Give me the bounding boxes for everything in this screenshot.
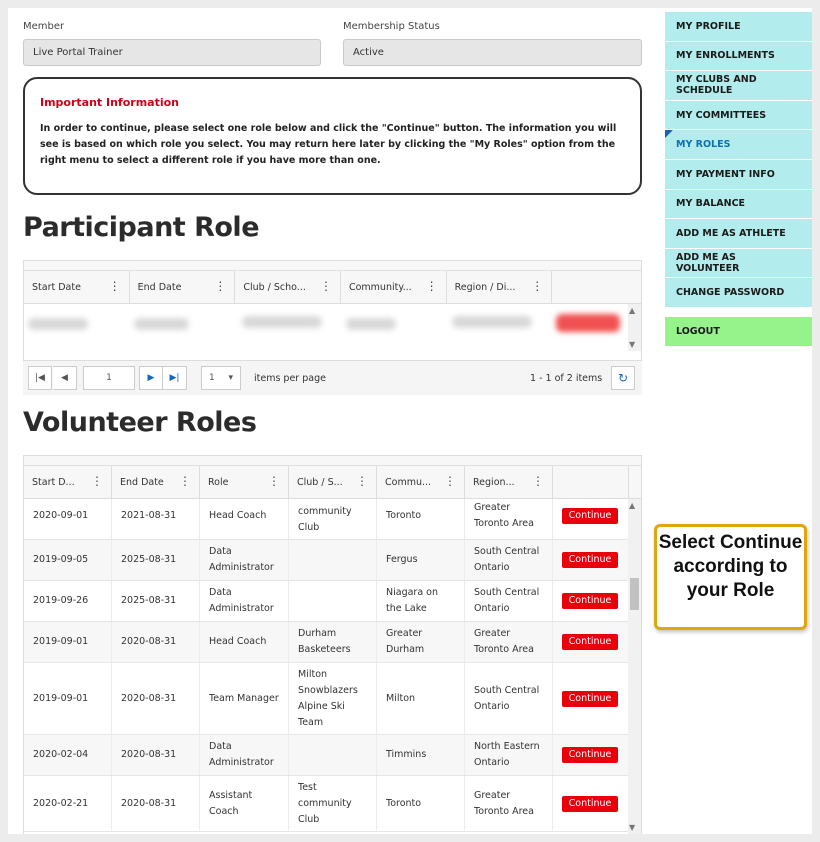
volunteer-grid-header bbox=[24, 466, 641, 499]
column-header[interactable] bbox=[289, 466, 377, 498]
instruction-callout: Select Continue according to your Role bbox=[654, 524, 807, 630]
column-menu-icon[interactable]: ⋮ bbox=[214, 279, 227, 293]
continue-button[interactable]: Continue bbox=[562, 634, 618, 650]
column-menu-icon[interactable]: ⋮ bbox=[319, 279, 332, 293]
volunteer-grid bbox=[23, 455, 642, 834]
action-cell bbox=[553, 540, 628, 580]
pager-summary: 1 - 1 of 2 items bbox=[530, 373, 603, 384]
column-header[interactable] bbox=[341, 271, 447, 303]
participant-role-heading: Participant Role bbox=[23, 212, 260, 243]
table-row bbox=[24, 540, 628, 581]
participant-grid-body bbox=[24, 304, 641, 351]
chevron-down-icon: ▾ bbox=[228, 373, 233, 383]
column-header[interactable] bbox=[112, 466, 200, 498]
column-menu-icon[interactable]: ⋮ bbox=[108, 279, 121, 293]
community-cell: Timmins bbox=[377, 735, 465, 775]
first-page-button[interactable]: |◀ bbox=[28, 366, 52, 390]
column-title: Start Date bbox=[32, 282, 81, 293]
column-header[interactable] bbox=[200, 466, 289, 498]
last-page-button[interactable]: ▶| bbox=[163, 366, 187, 390]
menu-item-add-me-as-volunteer[interactable]: ADD ME AS VOLUNTEER bbox=[665, 249, 812, 279]
volunteer-grid-body bbox=[24, 499, 641, 834]
prev-page-button[interactable]: ◀ bbox=[53, 366, 77, 390]
column-menu-icon[interactable]: ⋮ bbox=[356, 474, 368, 488]
community-cell: Greater Durham bbox=[377, 622, 465, 662]
column-header[interactable] bbox=[130, 271, 236, 303]
volunteer-rows bbox=[24, 499, 628, 832]
start-date-cell: 2019-09-26 bbox=[24, 581, 112, 621]
club-cell bbox=[289, 581, 377, 621]
end-date-cell: 2025-08-31 bbox=[112, 540, 200, 580]
column-title: Community... bbox=[348, 282, 412, 293]
continue-button[interactable]: Continue bbox=[562, 747, 618, 763]
column-title: Club / Scho... bbox=[243, 282, 306, 293]
start-date-cell: 2019-09-01 bbox=[24, 622, 112, 662]
club-cell: Milton Snowblazers Alpine Ski Team bbox=[289, 663, 377, 734]
column-menu-icon[interactable]: ⋮ bbox=[531, 279, 544, 293]
column-header[interactable] bbox=[24, 271, 130, 303]
table-row bbox=[24, 735, 628, 776]
redacted-continue-button[interactable] bbox=[556, 314, 620, 332]
info-text: In order to continue, please select one role below and click the "Continue" button. The information you will see is based on which role you select. You may return here later by clicking the "My Roles" option from the right menu to select a different role if you have more than one. bbox=[40, 123, 617, 166]
redacted-cell bbox=[242, 316, 322, 328]
next-page-button[interactable]: ▶ bbox=[139, 366, 163, 390]
redacted-cell bbox=[134, 318, 189, 330]
action-cell bbox=[553, 735, 628, 775]
column-menu-icon[interactable]: ⋮ bbox=[91, 474, 103, 488]
column-header bbox=[552, 271, 641, 303]
refresh-icon[interactable]: ↻ bbox=[611, 366, 635, 390]
menu-item-my-clubs-and-schedule[interactable]: MY CLUBS AND SCHEDULE bbox=[665, 71, 812, 101]
region-cell: Greater Toronto Area bbox=[465, 499, 553, 539]
region-cell: North Eastern Ontario bbox=[465, 735, 553, 775]
end-date-cell: 2020-08-31 bbox=[112, 735, 200, 775]
role-cell: Data Administrator bbox=[200, 540, 289, 580]
page-size-select[interactable] bbox=[201, 366, 241, 390]
info-title: Important Information bbox=[40, 96, 180, 109]
continue-button[interactable]: Continue bbox=[562, 691, 618, 707]
action-cell bbox=[553, 663, 628, 734]
column-menu-icon[interactable]: ⋮ bbox=[179, 474, 191, 488]
menu-item-my-balance[interactable]: MY BALANCE bbox=[665, 190, 812, 220]
side-menu bbox=[665, 12, 812, 346]
membership-status-label: Membership Status bbox=[343, 21, 440, 32]
column-menu-icon[interactable]: ⋮ bbox=[532, 474, 544, 488]
region-cell: Greater Toronto Area bbox=[465, 622, 553, 662]
region-cell: South Central Ontario bbox=[465, 540, 553, 580]
scroll-up-icon[interactable]: ▲ bbox=[629, 306, 636, 315]
volunteer-scrollbar[interactable] bbox=[628, 499, 641, 834]
action-cell bbox=[553, 581, 628, 621]
menu-item-my-enrollments[interactable]: MY ENROLLMENTS bbox=[665, 42, 812, 72]
column-header[interactable] bbox=[465, 466, 553, 498]
table-row bbox=[24, 581, 628, 622]
column-title: Role bbox=[208, 477, 229, 488]
role-cell: Head Coach bbox=[200, 622, 289, 662]
column-title: End Date bbox=[137, 282, 182, 293]
column-menu-icon[interactable]: ⋮ bbox=[425, 279, 438, 293]
role-cell: Data Administrator bbox=[200, 735, 289, 775]
member-label: Member bbox=[23, 21, 65, 32]
role-cell: Data Administrator bbox=[200, 581, 289, 621]
membership-status-field: Active bbox=[343, 39, 642, 66]
column-header[interactable] bbox=[235, 271, 341, 303]
column-title: Start D... bbox=[32, 477, 75, 488]
participant-grid-header bbox=[24, 271, 641, 304]
page bbox=[8, 8, 812, 834]
column-title: Commu... bbox=[385, 477, 432, 488]
items-per-page-label: items per page bbox=[254, 373, 326, 384]
community-cell: Fergus bbox=[377, 540, 465, 580]
club-cell: Test community Club bbox=[289, 776, 377, 831]
menu-item-change-password[interactable]: CHANGE PASSWORD bbox=[665, 278, 812, 308]
start-date-cell: 2019-09-05 bbox=[24, 540, 112, 580]
column-menu-icon[interactable]: ⋮ bbox=[444, 474, 456, 488]
region-cell: Greater Toronto Area bbox=[465, 776, 553, 831]
logout-button[interactable]: LOGOUT bbox=[665, 317, 812, 346]
column-header bbox=[553, 466, 629, 498]
action-cell bbox=[553, 622, 628, 662]
club-cell: community Club bbox=[289, 499, 377, 539]
column-header[interactable] bbox=[447, 271, 553, 303]
continue-button[interactable]: Continue bbox=[562, 508, 618, 524]
participant-scrollbar[interactable] bbox=[628, 304, 641, 351]
grid-toolbar bbox=[24, 261, 641, 271]
club-cell bbox=[289, 540, 377, 580]
region-cell: South Central Ontario bbox=[465, 663, 553, 734]
end-date-cell: 2020-08-31 bbox=[112, 776, 200, 831]
continue-button[interactable]: Continue bbox=[562, 593, 618, 609]
redacted-cell bbox=[346, 318, 396, 330]
start-date-cell: 2020-09-01 bbox=[24, 499, 112, 539]
menu-item-my-committees[interactable]: MY COMMITTEES bbox=[665, 101, 812, 131]
scroll-up-icon[interactable]: ▲ bbox=[629, 501, 636, 510]
action-cell bbox=[553, 776, 628, 831]
continue-button[interactable]: Continue bbox=[562, 552, 618, 568]
role-cell: Head Coach bbox=[200, 499, 289, 539]
action-cell bbox=[553, 499, 628, 539]
start-date-cell: 2020-02-21 bbox=[24, 776, 112, 831]
redacted-cell bbox=[452, 316, 532, 328]
volunteer-roles-heading: Volunteer Roles bbox=[23, 407, 257, 438]
table-row bbox=[24, 776, 628, 832]
column-title: Region / Di... bbox=[454, 282, 516, 293]
table-row bbox=[24, 499, 628, 540]
start-date-cell: 2020-02-04 bbox=[24, 735, 112, 775]
start-date-cell: 2019-09-01 bbox=[24, 663, 112, 734]
menu-item-my-roles[interactable]: MY ROLES bbox=[665, 130, 812, 160]
table-row bbox=[24, 663, 628, 735]
page-size-value: 1 bbox=[209, 373, 215, 383]
page-number-input[interactable]: 1 bbox=[83, 366, 135, 390]
important-info-box bbox=[23, 77, 642, 195]
role-cell: Assistant Coach bbox=[200, 776, 289, 831]
end-date-cell: 2020-08-31 bbox=[112, 622, 200, 662]
column-title: Region... bbox=[473, 477, 515, 488]
participant-pager bbox=[23, 360, 642, 395]
role-cell: Team Manager bbox=[200, 663, 289, 734]
end-date-cell: 2021-08-31 bbox=[112, 499, 200, 539]
region-cell: South Central Ontario bbox=[465, 581, 553, 621]
table-row bbox=[24, 622, 628, 663]
menu-item-add-me-as-athlete[interactable]: ADD ME AS ATHLETE bbox=[665, 219, 812, 249]
scroll-down-icon[interactable]: ▼ bbox=[629, 340, 636, 349]
scrollbar-thumb[interactable] bbox=[630, 578, 639, 610]
club-cell: Durham Basketeers bbox=[289, 622, 377, 662]
scroll-down-icon[interactable]: ▼ bbox=[629, 823, 636, 832]
end-date-cell: 2025-08-31 bbox=[112, 581, 200, 621]
community-cell: Milton bbox=[377, 663, 465, 734]
column-title: End Date bbox=[120, 477, 164, 488]
column-header[interactable] bbox=[24, 466, 112, 498]
end-date-cell: 2020-08-31 bbox=[112, 663, 200, 734]
club-cell bbox=[289, 735, 377, 775]
community-cell: Toronto bbox=[377, 776, 465, 831]
menu-item-my-payment-info[interactable]: MY PAYMENT INFO bbox=[665, 160, 812, 190]
column-title: Club / S... bbox=[297, 477, 343, 488]
redacted-cell bbox=[28, 318, 88, 330]
member-field: Live Portal Trainer bbox=[23, 39, 321, 66]
menu-item-my-profile[interactable]: MY PROFILE bbox=[665, 12, 812, 42]
column-header[interactable] bbox=[377, 466, 465, 498]
column-menu-icon[interactable]: ⋮ bbox=[268, 474, 280, 488]
community-cell: Toronto bbox=[377, 499, 465, 539]
continue-button[interactable]: Continue bbox=[562, 796, 618, 812]
grid-toolbar bbox=[24, 456, 641, 466]
community-cell: Niagara on the Lake bbox=[377, 581, 465, 621]
